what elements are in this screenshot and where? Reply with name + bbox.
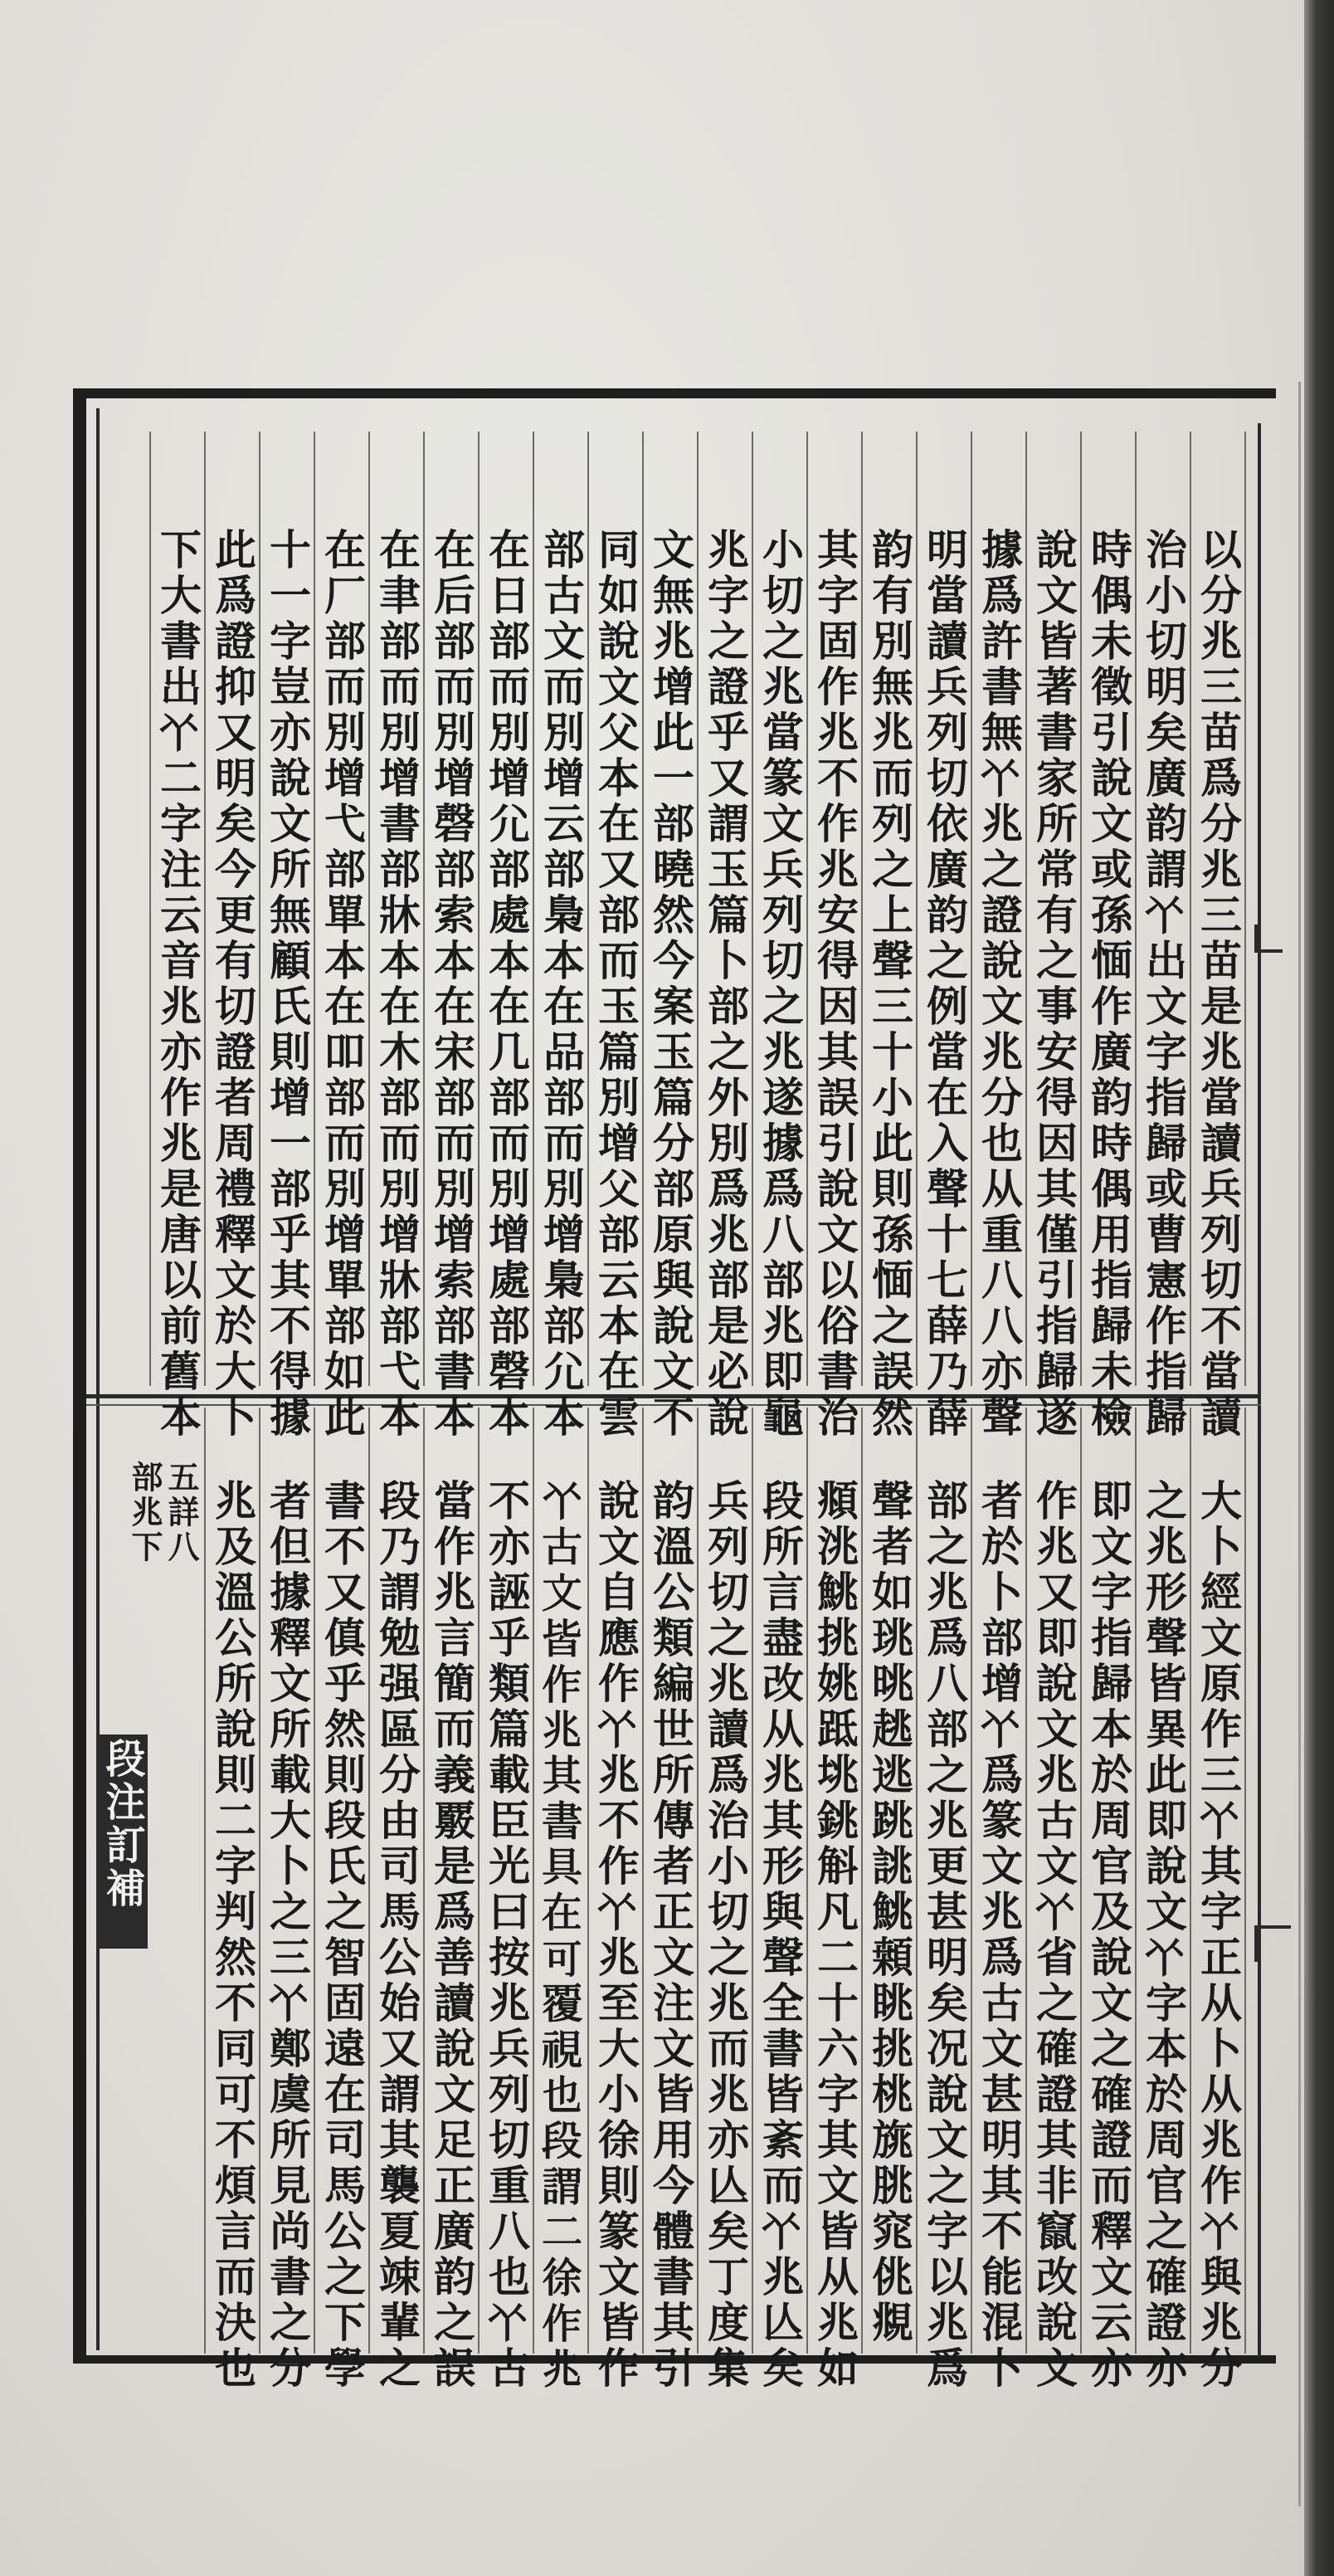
- lower-column: 作兆又即說文兆古文𠁥省之確證其非竄改說文: [1030, 1479, 1078, 2392]
- lower-column: 𠁥古文皆作兆其書具在可覆視也段謂二徐作兆: [537, 1479, 586, 2392]
- lower-column: 即文字指歸本於周官及說文之確證而釋文云亦: [1084, 1479, 1133, 2392]
- lower-column-rules: [0, 1408, 1334, 2354]
- lower-column: 之兆形聲皆異此即說文𠁥字本於周官之確證亦: [1139, 1479, 1188, 2392]
- upper-column: 治小切明矣廣韵謂𠁥出文字指歸或曹憲作指歸: [1139, 528, 1188, 1441]
- lower-column: 兆及溫公所說則二字判然不同可不煩言而決也: [208, 1479, 257, 2392]
- upper-column: 在聿部而別增書部牀本在木部而別增牀部弋本: [372, 528, 421, 1441]
- section-note-a: 五詳八: [163, 1461, 200, 1565]
- upper-column: 小切之兆當篆文兵列切之兆遂據爲八部兆即龜: [756, 528, 805, 1441]
- upper-column: 十一字豈亦說文所無顧氏則增一部乎其不得據: [263, 528, 312, 1441]
- upper-column-rules: [0, 432, 1334, 1386]
- upper-column: 文無兆增此一部曉然今案玉篇分部原與說文不: [646, 528, 695, 1441]
- upper-column: 其字固作兆不作兆安得因其誤引說文以俗書治: [811, 528, 859, 1441]
- lower-column: 聲者如珧晀趒逃跳誂鮡䫙眺挑桃旐朓窕佻覜: [865, 1479, 914, 2346]
- lower-column: 大卜經文原作三𠁥其字正从卜从兆作𠁥與兆分: [1194, 1479, 1243, 2392]
- chapter-label: 段注訂補: [99, 1738, 145, 1910]
- lower-column: 者於卜部增𠁥爲篆文兆爲古文甚明其不能混卜: [975, 1479, 1024, 2392]
- upper-column: 以分兆三苗爲分兆三苗是兆當讀兵列切不當讀: [1194, 528, 1243, 1441]
- upper-column: 時偶未徵引說文或孫愐作廣韵時偶用指歸未檢: [1084, 528, 1133, 1441]
- lower-column: 不亦誣乎類篇載臣光曰按兆兵列切重八也𠁥古: [482, 1479, 531, 2392]
- lower-column: 段乃謂勉强區分由司馬公始又謂其襲夏竦輩之: [372, 1479, 421, 2392]
- upper-column: 韵有別無兆而列之上聲三十小此則孫愐之誤然: [865, 528, 914, 1441]
- upper-column: 兆字之證乎又謂玉篇卜部之外別爲兆部是必說: [701, 528, 750, 1441]
- upper-column: 在日部而別增尣部處本在几部而別增處部磬本: [482, 528, 531, 1441]
- upper-column: 據爲許書無𠁥兆之證說文兆分也从重八八亦聲: [975, 528, 1024, 1441]
- upper-column: 此爲證抑又明矣今更有切證者周禮釋文於大卜: [208, 528, 257, 1441]
- upper-column: 明當讀兵列切依廣韵之例當在入聲十七薛乃薛: [920, 528, 969, 1441]
- upper-column: 在后部而別增磬部索本在宋部而別增索部書本: [427, 528, 476, 1441]
- upper-column: 下大書出𠁥二字注云音兆亦作兆是唐以前舊本: [153, 528, 202, 1441]
- lower-column: 當作兆言簡而義覈是爲善讀說文足正廣韵之誤: [427, 1479, 476, 2392]
- lower-column: 部之兆爲八部之兆更甚明矣况說文之字以兆爲: [920, 1479, 969, 2392]
- lower-column: 書不又傎乎然則段氏之智固遠在司馬公之下學: [318, 1479, 367, 2392]
- lower-column: 韵溫公類編世所傳者正文注文皆用今體書其引: [646, 1479, 695, 2392]
- upper-column: 同如說文父本在又部而玉篇別增父部云本在雲: [592, 528, 640, 1441]
- section-note-b: 部兆下: [126, 1461, 163, 1565]
- lower-column: 說文自應作𠁥兆不作𠁥兆至大小徐則篆文皆作: [592, 1479, 640, 2392]
- lower-column: 者但據釋文所載大卜之三𠁥鄭虞所見尚書之分: [263, 1479, 312, 2392]
- upper-column: 說文皆著書家所常有之事安得因其僅引指歸遂: [1030, 528, 1078, 1441]
- lower-column: 段所言盡改从兆其形與聲全書皆紊而𠁥兆亾矣: [756, 1479, 805, 2392]
- lower-column: 頫洮鮡挑姚䟡垗銚斛凡二十六字其文皆从兆如: [811, 1479, 859, 2392]
- upper-column: 在厂部而別增弋部單本在吅部而別增單部如此: [318, 528, 367, 1441]
- upper-column: 部古文而別增云部梟本在品部而別增梟部尣本: [537, 528, 586, 1441]
- lower-column: 兵列切之兆讀爲治小切之兆而兆亦亾矣丁度集: [701, 1479, 750, 2392]
